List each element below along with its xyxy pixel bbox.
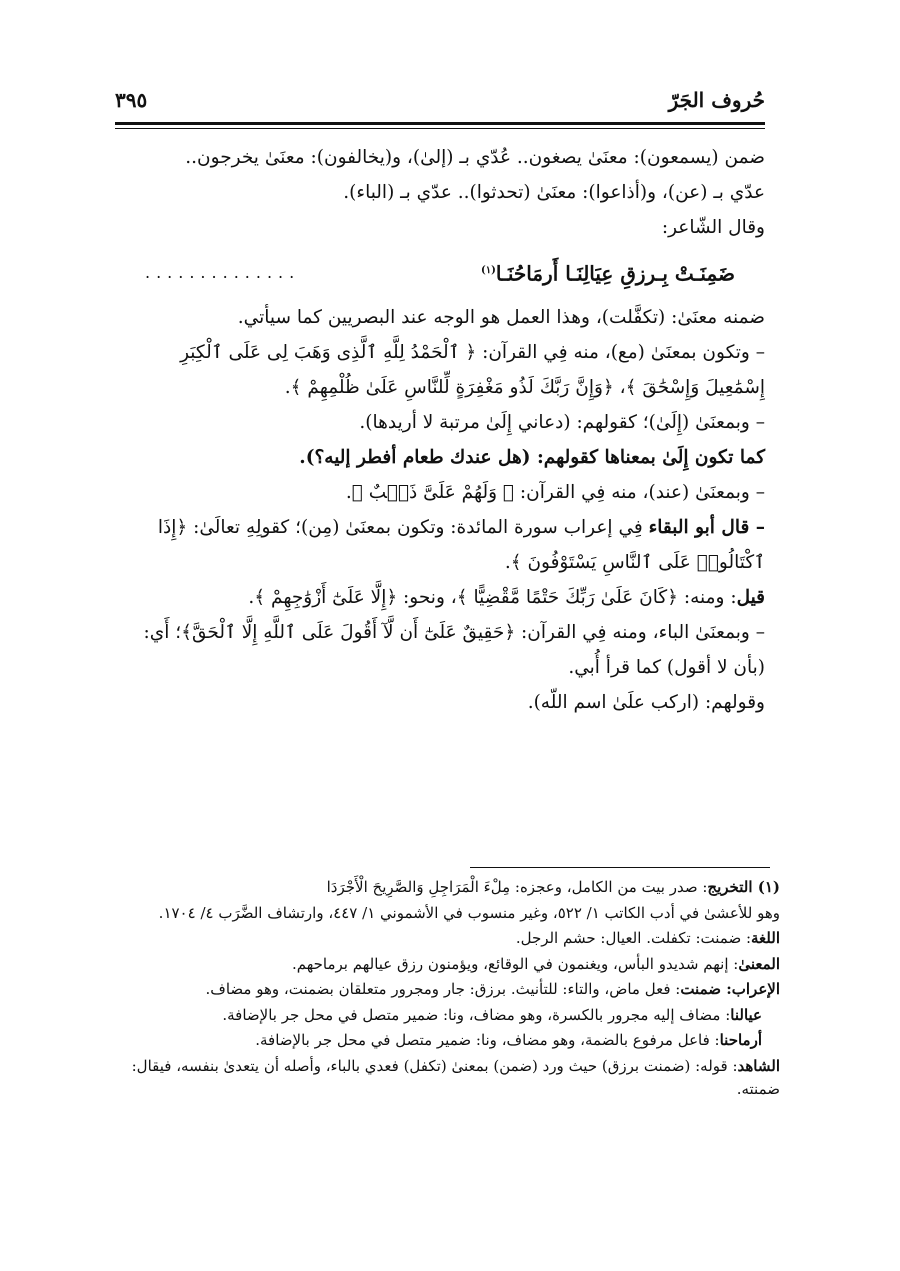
header-rule-thin [115,128,765,129]
shahid-text: : قوله: (ضمنت برزق) حيث ورد (ضمن) بمعنىٰ (تكفل) فعدي بالباء، وأصله أن يتعدىٰ بنفسه، فيقال: ضمنته. [131,1056,780,1098]
verse-hemistich [481,253,735,292]
intro-line-1: ضمن (يسمعون): معنَىٰ يصغون.. عُدّي بـ (إلىٰ)، و(يخالفون): معنَىٰ يخرجون.. [185,147,765,168]
footnote-irab [108,978,780,1002]
qila-lead: قيل [736,586,765,608]
verse-text: ضَمِنَـتْ بِـرزقِ عِيَالِنَـا أَرمَاحُنَـا [495,261,735,286]
footnote-shahid [108,1055,780,1102]
verse-dots: .............. [145,262,301,282]
footnote-lugha [108,927,780,951]
abu-al-baqa-text: فِي إعراب سورة المائدة: وتكون بمعنَىٰ (مِن)؛ كقولِهِ تعالَىٰ: ﴿إِذَا ٱكْتَالُوا۟ عَلَى ٱلنَّاسِ يَسْتَوْفُونَ ﴾. [157,516,765,573]
footnote-iyal [108,1004,780,1028]
footnote-1-text: : صدر بيت من الكامل، وعجزه: مِلْءَ الْمَرَاجِلِ وَالصَّرِيحَ الْأَجْرَدَا [326,878,708,896]
lugha-text: : ضمنت: تكفلت. العيال: حشم الرجل. [515,929,752,947]
mana-label: المعنىٰ [738,954,780,973]
paragraph-ila-2: كما تكون إِلَىٰ بمعناها كقولهم: (هل عندك طعام أفطر إليه؟). [299,446,765,468]
armah-label: أرماحنا [719,1031,762,1049]
paragraph-meaning: ضمنه معنَىٰ: (تكفَّلت)، وهذا العمل هو الوجه عند البصريين كما سيأتي. [237,306,765,328]
page-header [115,82,765,122]
irab-label: الإعراب: ضمنت [680,980,780,998]
shahid-label: الشاهد [737,1056,780,1075]
footnote-1 [108,876,780,900]
paragraph-last: وقولهم: (اركب علَىٰ اسم اللّه). [527,691,765,713]
paragraph-ila: – وبمعنَىٰ (إِلَىٰ)؛ كقولهم: (دعاني إِلَىٰ مرتبة لا أريدها). [359,411,765,433]
running-title: حُروف الجَرّ [668,88,765,112]
footnotes [108,876,780,1104]
page-number: ٣٩٥ [115,88,148,112]
footnote-1-line-2: وهو للأعشىٰ في أدب الكاتب ١/ ٥٢٢، وغير منسوب في الأشموني ١/ ٤٤٧، وارتشاف الضَّرَب ٤/ ١٧٠٤. [158,903,780,922]
paragraph-ba: – وبمعنَىٰ الباء، ومنه فِي القرآن: ﴿حَقِيقٌ عَلَىٰٓ أَن لَّآ أَقُولَ عَلَى ٱللَّهِ إِلَّا ٱلْحَقَّ﴾؛ أَي: (بأن لا أقول) كما قرأ أُبي. [143,621,765,678]
qila-text: : ومنه: ﴿كَانَ عَلَىٰ رَبِّكَ حَتْمًا مَّقْضِيًّا ﴾، ونحو: ﴿إِلَّا عَلَىٰٓ أَزْوَٰجِهِمْ ﴾. [248,586,737,608]
footnote-separator [470,867,770,868]
paragraph-with: – وتكون بمعنَىٰ (مع)، منه فِي القرآن: ﴿ ٱلْحَمْدُ لِلَّهِ ٱلَّذِى وَهَبَ لِى عَلَى ٱلْكِبَرِ إِسْمَٰعِيلَ وَإِسْحَٰقَ ﴾، ﴿وَإِنَّ رَبَّكَ لَذُو مَغْفِرَةٍ لِّلنَّاسِ عَلَىٰ ظُلْمِهِمْ ﴾. [180,341,765,398]
paragraph-abu-al-baqa [115,510,765,580]
footnote-marker: (١) [481,265,496,276]
iyal-label: عيالنا [730,1005,762,1024]
paragraph-inda: – وبمعنَىٰ (عند)، منه فِي القرآن: ﴿ وَلَهُمْ عَلَىَّ ذَنۢبٌ ﴾. [345,481,765,503]
footnote-armah [108,1029,780,1053]
mana-text: : إنهم شديدو البأس، ويغنمون في الوقائع، ويؤمنون رزق عيالهم برماحهم. [291,954,739,973]
footnote-1-label: (١) التخريج [707,878,780,896]
paragraph-qila [115,580,765,615]
header-rule-thick [115,122,765,125]
iyal-text: : مضاف إليه مجرور بالكسرة، وهو مضاف، ونا: ضمير متصل في محل جر بالإضافة. [222,1005,731,1024]
lugha-label: اللغة [751,929,780,947]
footnote-mana [108,953,780,977]
irab-text: : فعل ماض، والتاء: للتأنيث. برزق: جار ومجرور متعلقان بضمنت، وهو مضاف. [205,980,681,998]
intro-line-2: عدّي بـ (عن)، و(أذاعوا): معنَىٰ (تحدثوا).. عدّي بـ (الباء). [343,182,765,203]
armah-text: : فاعل مرفوع بالضمة، وهو مضاف، ونا: ضمير متصل في محل جر بالإضافة. [255,1031,720,1049]
poet-intro: وقال الشّاعر: [661,217,765,238]
main-text [115,140,765,720]
poetry-verse [115,245,765,294]
abu-al-baqa-lead: – قال أبو البقاء [648,516,765,538]
